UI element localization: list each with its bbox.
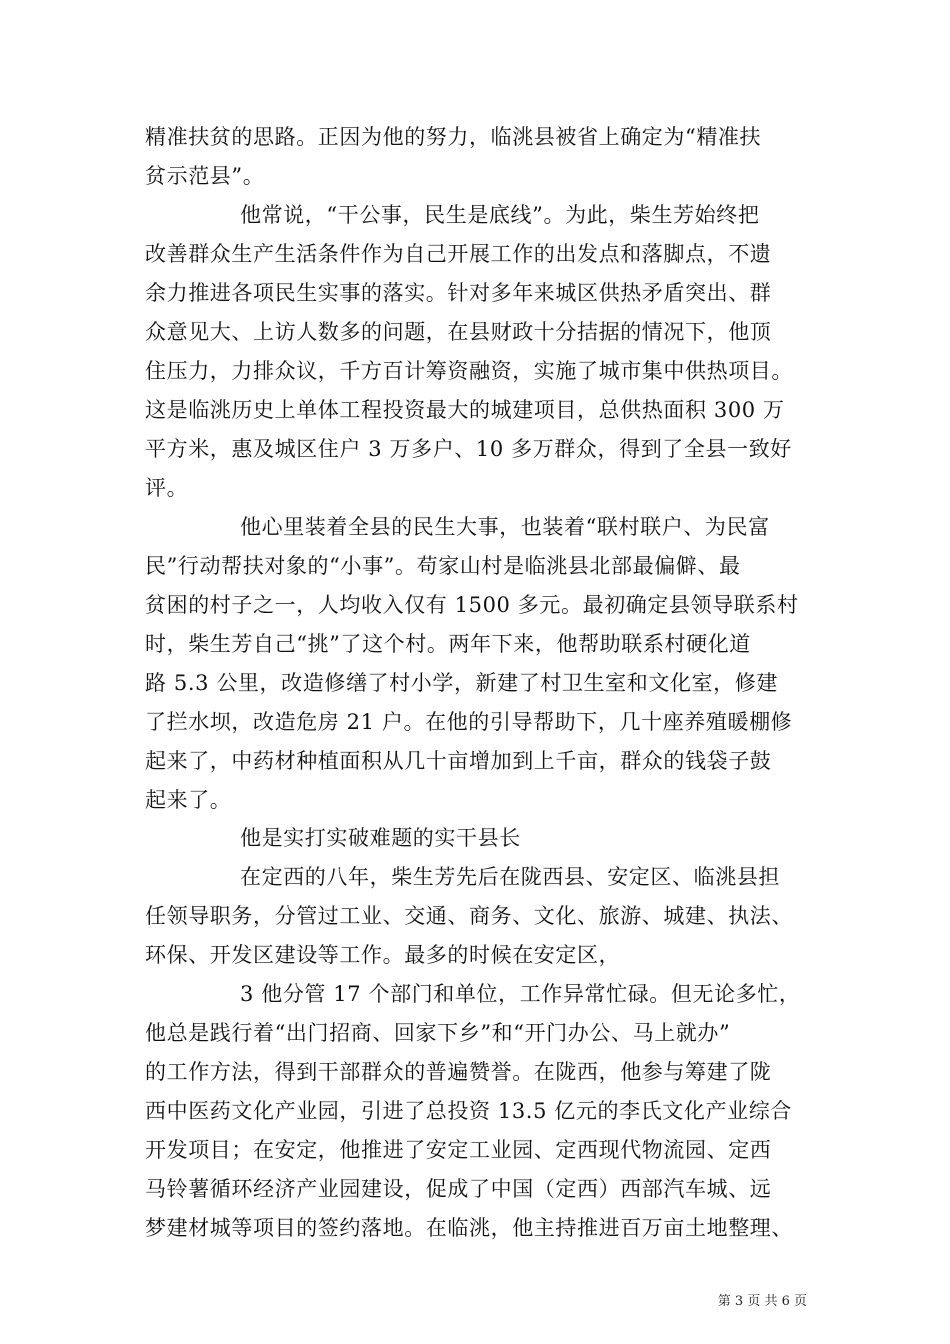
text-line: 路 5.3 公里，改造修缮了村小学，新建了村卫生室和文化室，修建: [145, 671, 778, 695]
text-line: 了拦水坝，改造危房 21 户。在他的引导帮助下，几十座养殖暖棚修: [145, 710, 793, 734]
text-line: 住压力，力排众议，千方百计筹资融资，实施了城市集中供热项目。: [145, 359, 793, 383]
text-line: 他总是践行着“出门招商、回家下乡”和“开门办公、马上就办”: [145, 1021, 731, 1045]
text-line: 改善群众生产生活条件作为自己开展工作的出发点和落脚点，不遗: [145, 242, 772, 266]
text-line: 众意见大、上访人数多的问题，在县财政十分拮据的情况下，他顶: [145, 320, 772, 344]
text-line: 起来了，中药材种植面积从几十亩增加到上千亩，群众的钱袋子鼓: [145, 749, 772, 773]
text-line: 西中医药文化产业园，引进了总投资 13.5 亿元的李氏文化产业综合: [145, 1099, 792, 1123]
text-line: 开发项目；在安定，他推进了安定工业园、定西现代物流园、定西: [145, 1138, 772, 1162]
text-line: 他心里装着全县的民生大事，也装着“联村联户、为民富: [240, 515, 770, 539]
text-line: 他常说，“干公事，民生是底线”。为此，柴生芳始终把: [240, 203, 760, 227]
text-line: 余力推进各项民生实事的落实。针对多年来城区供热矛盾突出、群: [145, 281, 772, 305]
text-line: 在定西的八年，柴生芳先后在陇西县、安定区、临洮县担: [240, 865, 780, 889]
page-number: 第 3 页 共 6 页: [717, 1294, 807, 1309]
text-line: 梦建材城等项目的签约落地。在临洮，他主持推进百万亩土地整理、: [145, 1216, 793, 1240]
text-line: 马铃薯循环经济产业园建设，促成了中国（定西）西部汽车城、远: [145, 1177, 772, 1201]
text-line: 贫示范县”。: [145, 164, 265, 188]
text-line: 任领导职务，分管过工业、交通、商务、文化、旅游、城建、执法、: [145, 904, 793, 928]
text-line: 时，柴生芳自己“挑”了这个村。两年下来，他帮助联系村硬化道: [145, 632, 751, 656]
text-line: 起来了。: [145, 788, 232, 812]
text-line: 贫困的村子之一，人均收入仅有 1500 多元。最初确定县领导联系村: [145, 593, 799, 617]
text-line: 环保、开发区建设等工作。最多的时候在安定区，: [145, 943, 621, 967]
text-line: 精准扶贫的思路。正因为他的努力，临洮县被省上确定为“精准扶: [145, 125, 762, 149]
text-line: 民”行动帮扶对象的“小事”。苟家山村是临洮县北部最偏僻、最: [145, 554, 741, 578]
text-line: 平方米，惠及城区住户 3 万多户、10 多万群众，得到了全县一致好: [145, 437, 792, 461]
section-heading: 他是实打实破难题的实干县长: [240, 826, 521, 850]
text-line: 评。: [145, 476, 189, 500]
text-line: 3 他分管 17 个部门和单位，工作异常忙碌。但无论多忙，: [240, 982, 801, 1006]
text-line: 这是临洮历史上单体工程投资最大的城建项目，总供热面积 300 万: [145, 398, 785, 422]
text-line: 的工作方法，得到干部群众的普遍赞誉。在陇西，他参与筹建了陇: [145, 1060, 772, 1084]
